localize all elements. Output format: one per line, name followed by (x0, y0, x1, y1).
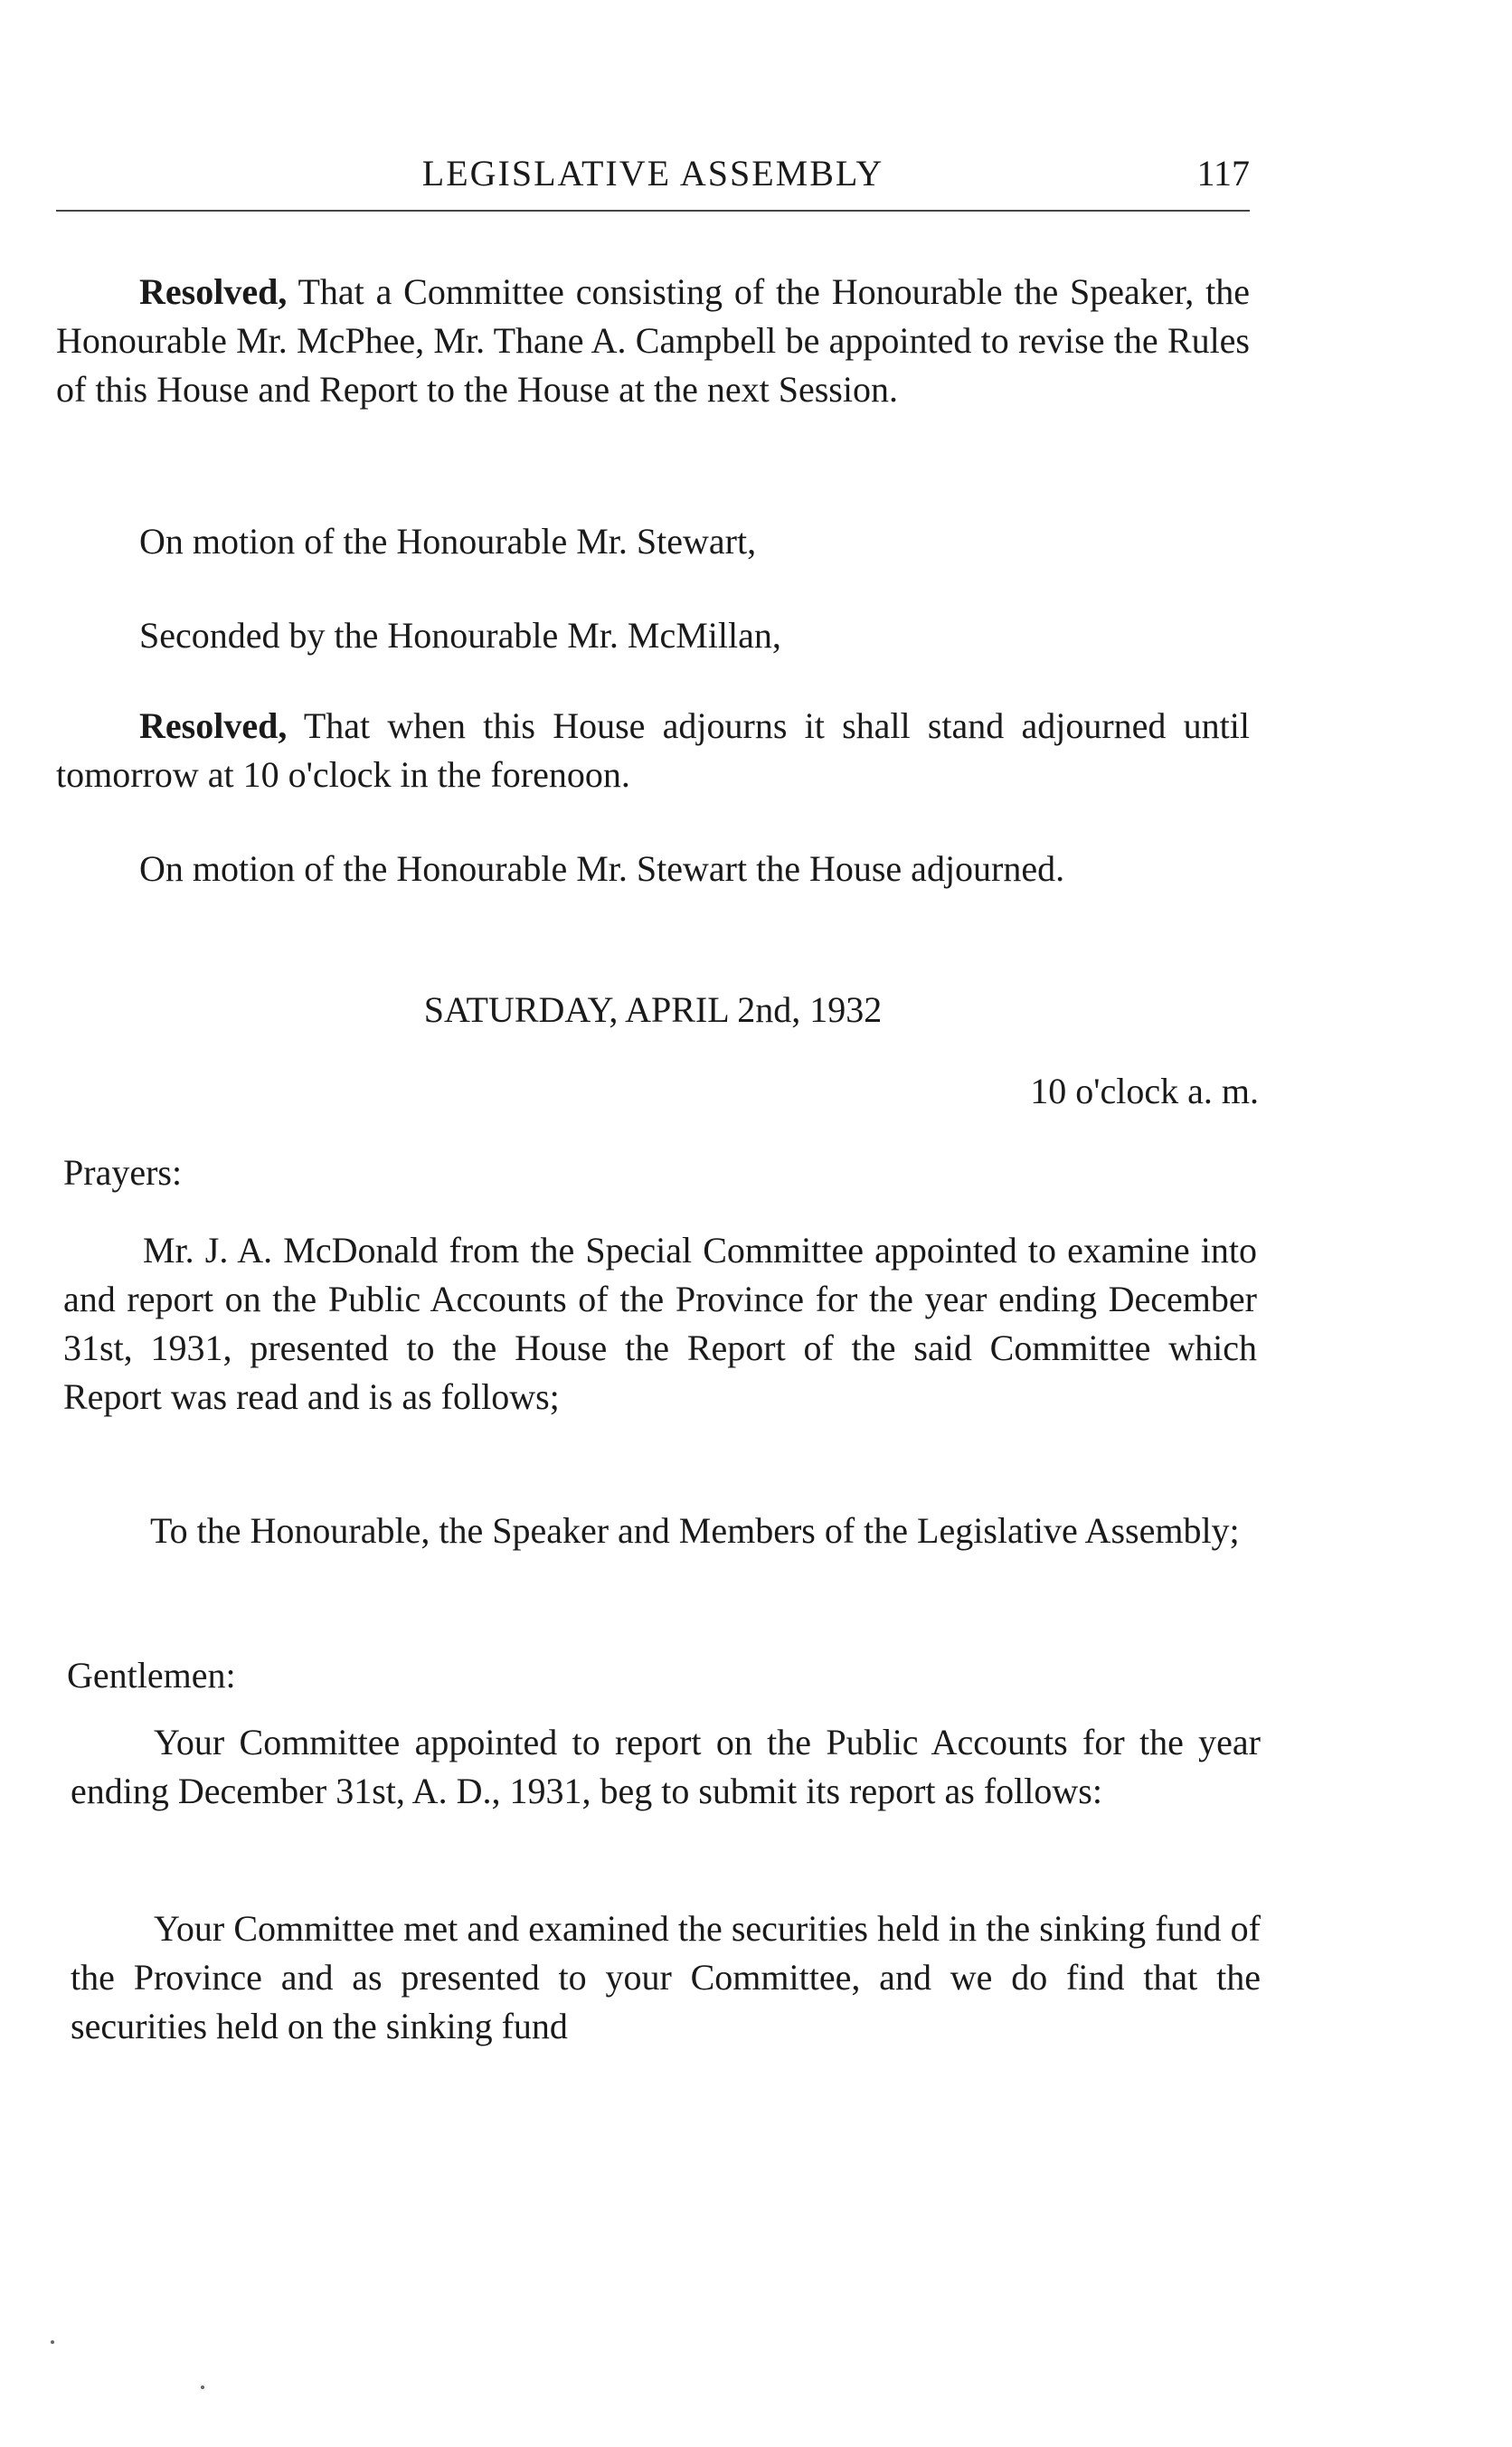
meeting-time: 10 o'clock a. m. (1030, 1071, 1259, 1111)
committee-report-paragraph: Mr. J. A. McDonald from the Special Committee appointed to examine into and report on the Public Accounts of the Province for the year ending December 31st, 1931, presented to the House the Report of the said Committee which Report was read and is as follows; (63, 1230, 1257, 1417)
seconded-paragraph: Seconded by the Honourable Mr. McMillan, (139, 615, 781, 656)
address-paragraph: To the Honourable, the Speaker and Members of the Legislative Assembly; (150, 1510, 1240, 1551)
header-rule (56, 210, 1250, 212)
resolution-paragraph-1 (56, 268, 1250, 414)
prayers-label: Prayers: (63, 1152, 183, 1193)
sinking-fund-paragraph: Your Committee met and examined the securities held in the sinking fund of the Province and as presented to your Committee, and we do find that the securities held on the sinking fund (71, 1908, 1261, 2046)
resolved-lead: Resolved, (139, 705, 288, 746)
paragraph-text: That a Committee consisting of the Honourable the Speaker, the Honourable Mr. McPhee, Mr. Thane A. Campbell be appointed to revise the Rules of this House and Report to the House at the next Session. (56, 271, 1250, 410)
resolved-lead: Resolved, (139, 271, 288, 312)
date-heading: SATURDAY, APRIL 2nd, 1932 (423, 989, 883, 1030)
scan-speck (51, 2340, 54, 2344)
committee-submission-paragraph: Your Committee appointed to report on the Public Accounts for the year ending December 31st, A. D., 1931, beg to submit its report as follows: (71, 1722, 1261, 1811)
adjourn-paragraph: On motion of the Honourable Mr. Stewart the House adjourned. (139, 848, 1065, 889)
resolution-paragraph-2 (56, 702, 1250, 799)
running-title: LEGISLATIVE ASSEMBLY (421, 153, 884, 194)
paragraph-text: That when this House adjourns it shall stand adjourned until tomorrow at 10 o'clock in the forenoon. (56, 705, 1250, 795)
page-header (56, 152, 1250, 203)
motion-paragraph: On motion of the Honourable Mr. Stewart, (139, 521, 757, 562)
salutation: Gentlemen: (67, 1655, 236, 1696)
scan-speck (201, 2386, 204, 2389)
page-number: 117 (1196, 153, 1250, 194)
